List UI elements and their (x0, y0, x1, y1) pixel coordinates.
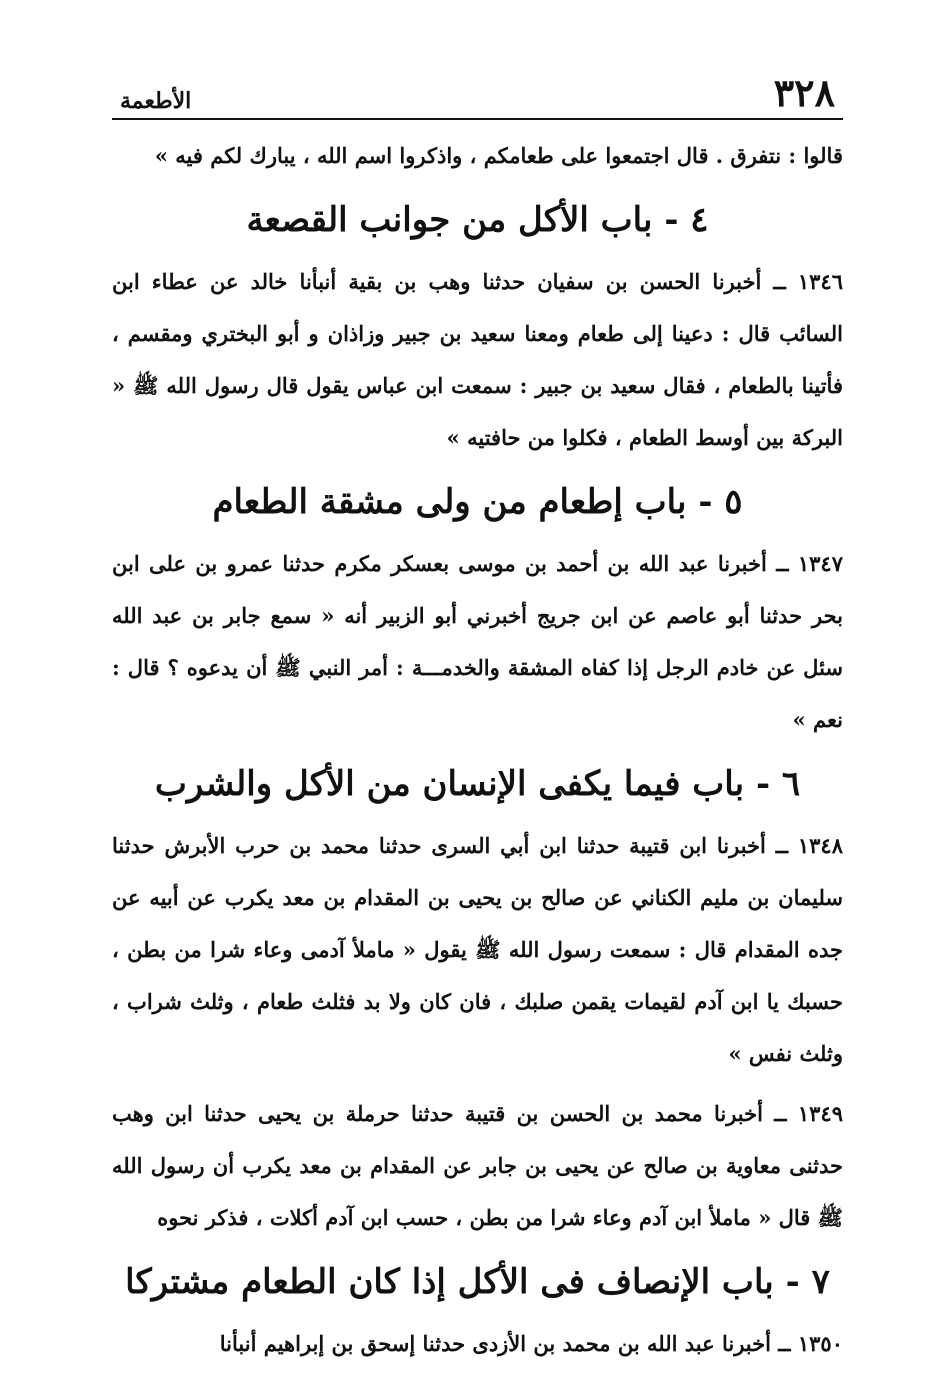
chapter-heading-6: ٦ - باب فيما يكفى الإنسان من الأكل والشرب (154, 764, 801, 804)
page-header (112, 72, 843, 118)
hadith-1347: ١٣٤٧ ــ أخبرنا عبد الله بن أحمد بن موسى بعسكر مكرم حدثنا عمرو بن على ابن بحر حدثنا أبو عاصم عن ابن جريج أخبرني أبو الزبير أنه « سمع جابر بن عبد الله سئل عن خادم الرجل إذا كفاه المشقة والخدمـــة : أمر النبي ﷺ أن يدعوه ؟ قال : نعم » (112, 551, 843, 732)
running-title: الأطعمة (120, 88, 192, 114)
hadith-1346: ١٣٤٦ ــ أخبرنا الحسن بن سفيان حدثنا وهب بن بقية أنبأنا خالد عن عطاء ابن السائب قال : دعينا إلى طعام ومعنا سعيد بن جبير وزاذان و أبو البختري ومقسم ، فأتينا بالطعام ، فقال سعيد بن جبير : سمعت ابن عباس يقول قال رسول الله ﷺ « البركة بين أوسط الطعام ، فكلوا من حافتيه » (112, 269, 843, 450)
chapter-heading-7: ٧ - باب الإنصاف فى الأكل إذا كان الطعام مشتركا (125, 1262, 830, 1302)
header-rule (112, 118, 843, 120)
chapter-heading-4: ٤ - باب الأكل من جوانب القصعة (246, 200, 709, 240)
intro-paragraph: قالوا : نتفرق . قال اجتمعوا على طعامكم ، واذكروا اسم الله ، يبارك لكم فيه » (154, 143, 843, 168)
hadith-1348: ١٣٤٨ ــ أخبرنا ابن قتيبة حدثنا ابن أبي السرى حدثنا محمد بن حرب الأبرش حدثنا سليمان بن مليم الكناني عن صالح بن يحيى بن المقدام بن معد يكرب عن أبيه عن جده المقدام قال : سمعت رسول الله ﷺ يقول « ماملأ آدمى وعاء شرا من بطن ، حسبك يا ابن آدم لقيمات يقمن صلبك ، فان كان ولا بد فثلث طعام ، وثلث شراب ، وثلث نفس » (112, 833, 843, 1066)
hadith-1349: ١٣٤٩ ــ أخبرنا محمد بن الحسن بن قتيبة حدثنا حرملة بن يحيى حدثنا ابن وهب حدثنى معاوية بن صالح عن يحيى بن جابر عن المقدام بن معد يكرب أن رسول الله ﷺ قال « ماملأ ابن آدم وعاء شرا من بطن ، حسب ابن آدم أكلات ، فذكر نحوه (112, 1101, 843, 1230)
page-number: ٣٢٨ (773, 70, 835, 115)
hadith-1350: ١٣٥٠ ــ أخبرنا عبد الله بن محمد بن الأزدى حدثنا إسحق بن إبراهيم أنبأنا (219, 1331, 843, 1356)
paragraph-gap (112, 1080, 843, 1088)
chapter-heading-5: ٥ - باب إطعام من ولى مشقة الطعام (212, 482, 743, 522)
